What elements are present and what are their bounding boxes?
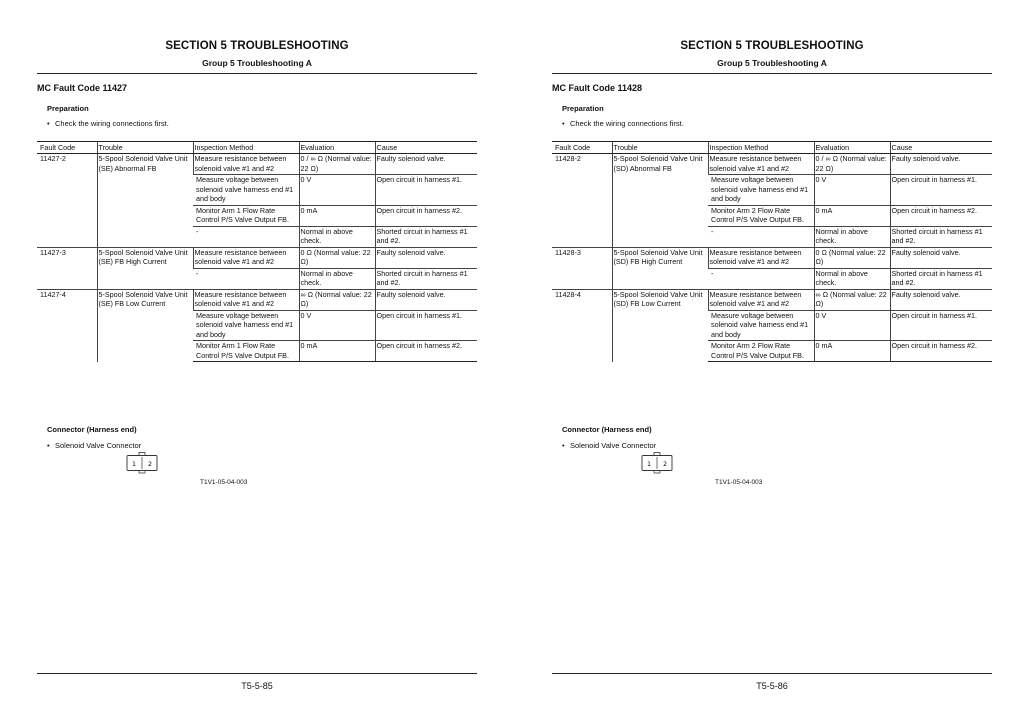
group-title: Group 5 Troubleshooting A bbox=[202, 58, 312, 68]
header-fault-code: Fault Code bbox=[37, 142, 97, 154]
cause-cell: Open circuit in harness #1. bbox=[890, 175, 992, 206]
evaluation-cell: Normal in above check. bbox=[299, 268, 375, 289]
connector-heading: Connector (Harness end) bbox=[562, 425, 652, 434]
section-title: SECTION 5 TROUBLESHOOTING bbox=[680, 40, 864, 52]
connector-pin-1: 1 bbox=[132, 461, 136, 468]
cause-cell: Faulty solenoid valve. bbox=[890, 247, 992, 268]
connector-pin-2: 2 bbox=[663, 461, 667, 468]
bullet-icon: • bbox=[47, 119, 50, 128]
evaluation-cell: ∞ Ω (Normal value: 22 Ω) bbox=[814, 289, 890, 310]
evaluation-cell: 0 V bbox=[299, 310, 375, 341]
cause-cell: Shorted circuit in harness #1 and #2. bbox=[890, 226, 992, 247]
bullet-icon: • bbox=[562, 441, 565, 450]
method-cell: Measure resistance between solenoid valve #1 and #2 bbox=[193, 289, 299, 310]
method-cell: Monitor Arm 2 Flow Rate Control P/S Valve Output FB. bbox=[708, 205, 814, 226]
method-cell: - bbox=[193, 268, 299, 289]
header-inspection-method: Inspection Method bbox=[708, 142, 814, 154]
evaluation-cell: 0 Ω (Normal value: 22 Ω) bbox=[814, 247, 890, 268]
fault-code-title: MC Fault Code 11428 bbox=[552, 83, 643, 93]
connector-label: Solenoid Valve Connector bbox=[570, 441, 657, 450]
manual-page-left bbox=[37, 0, 477, 724]
cause-cell: Shorted circuit in harness #1 and #2. bbox=[375, 268, 477, 289]
cause-cell: Open circuit in harness #1. bbox=[890, 310, 992, 341]
method-cell: Measure resistance between solenoid valve #1 and #2 bbox=[193, 154, 299, 175]
method-cell: Measure resistance between solenoid valve #1 and #2 bbox=[708, 154, 814, 175]
method-cell: Measure voltage between solenoid valve harness end #1 and body bbox=[193, 310, 299, 341]
footer-rule bbox=[552, 673, 992, 674]
connector-item bbox=[47, 441, 141, 450]
cause-cell: Shorted circuit in harness #1 and #2. bbox=[890, 268, 992, 289]
preparation-item bbox=[47, 119, 169, 128]
method-cell: Measure voltage between solenoid valve harness end #1 and body bbox=[193, 175, 299, 206]
fault-code-cell: 11428-3 bbox=[552, 247, 612, 289]
evaluation-cell: 0 mA bbox=[814, 341, 890, 362]
header-rule bbox=[552, 73, 992, 74]
table-header-row bbox=[552, 142, 992, 154]
evaluation-cell: Normal in above check. bbox=[299, 226, 375, 247]
preparation-text: Check the wiring connections first. bbox=[570, 119, 684, 128]
connector-diagram-icon bbox=[125, 452, 159, 476]
connector-item bbox=[562, 441, 656, 450]
table-row bbox=[552, 289, 992, 310]
evaluation-cell: 0 V bbox=[299, 175, 375, 206]
cause-cell: Open circuit in harness #2. bbox=[890, 205, 992, 226]
page-number: T5-5-85 bbox=[241, 681, 273, 691]
header-trouble: Trouble bbox=[97, 142, 193, 154]
evaluation-cell: 0 V bbox=[814, 175, 890, 206]
cause-cell: Faulty solenoid valve. bbox=[375, 289, 477, 310]
header-trouble: Trouble bbox=[612, 142, 708, 154]
connector-label: Solenoid Valve Connector bbox=[55, 441, 142, 450]
fault-code-cell: 11428-2 bbox=[555, 154, 581, 163]
table-row bbox=[37, 154, 477, 175]
preparation-heading: Preparation bbox=[562, 104, 604, 113]
cause-cell: Faulty solenoid valve. bbox=[890, 289, 992, 310]
trouble-cell: 5-Spool Solenoid Valve Unit (SE) FB Low Current bbox=[97, 289, 193, 362]
trouble-cell: 5-Spool Solenoid Valve Unit (SE) FB High Current bbox=[97, 247, 193, 289]
table-row bbox=[37, 289, 477, 310]
cause-cell: Open circuit in harness #2. bbox=[375, 205, 477, 226]
bullet-icon: • bbox=[562, 119, 565, 128]
cause-cell: Open circuit in harness #1. bbox=[375, 175, 477, 206]
evaluation-cell: 0 mA bbox=[814, 205, 890, 226]
method-cell: Monitor Arm 1 Flow Rate Control P/S Valve Output FB. bbox=[193, 341, 299, 362]
evaluation-cell: 0 Ω (Normal value: 22 Ω) bbox=[299, 247, 375, 268]
method-cell: - bbox=[708, 226, 814, 247]
evaluation-cell: 0 / ∞ Ω (Normal value: 22 Ω) bbox=[814, 154, 890, 175]
cause-cell: Faulty solenoid valve. bbox=[375, 154, 477, 175]
evaluation-cell: 0 V bbox=[814, 310, 890, 341]
method-cell: Measure voltage between solenoid valve harness end #1 and body bbox=[708, 310, 814, 341]
group-title: Group 5 Troubleshooting A bbox=[717, 58, 827, 68]
trouble-cell: 5-Spool Solenoid Valve Unit (SD) FB Low Current bbox=[612, 289, 708, 362]
cause-cell: Faulty solenoid valve. bbox=[890, 154, 992, 175]
method-cell: Measure resistance between solenoid valve #1 and #2 bbox=[708, 289, 814, 310]
preparation-item bbox=[562, 119, 684, 128]
evaluation-cell: Normal in above check. bbox=[814, 268, 890, 289]
evaluation-cell: Normal in above check. bbox=[814, 226, 890, 247]
header-fault-code: Fault Code bbox=[552, 142, 612, 154]
header-rule bbox=[37, 73, 477, 74]
cause-cell: Faulty solenoid valve. bbox=[375, 247, 477, 268]
header-inspection-method: Inspection Method bbox=[193, 142, 299, 154]
connector-diagram-icon bbox=[640, 452, 674, 476]
figure-id: T1V1-05-04-003 bbox=[200, 479, 248, 486]
header-evaluation: Evaluation bbox=[299, 142, 375, 154]
method-cell: Monitor Arm 1 Flow Rate Control P/S Valve Output FB. bbox=[193, 205, 299, 226]
table-row bbox=[552, 154, 992, 175]
section-title: SECTION 5 TROUBLESHOOTING bbox=[165, 40, 349, 52]
cause-cell: Shorted circuit in harness #1 and #2. bbox=[375, 226, 477, 247]
trouble-cell: 5-Spool Solenoid Valve Unit (SD) Abnormal FB bbox=[612, 154, 708, 248]
method-cell: Measure resistance between solenoid valve #1 and #2 bbox=[193, 247, 299, 268]
fault-code-title: MC Fault Code 11427 bbox=[37, 83, 128, 93]
table-header-row bbox=[37, 142, 477, 154]
cause-cell: Open circuit in harness #2. bbox=[375, 341, 477, 362]
method-cell: Measure voltage between solenoid valve harness end #1 and body bbox=[708, 175, 814, 206]
preparation-text: Check the wiring connections first. bbox=[55, 119, 169, 128]
table-row bbox=[37, 247, 477, 268]
cause-cell: Open circuit in harness #1. bbox=[375, 310, 477, 341]
header-cause: Cause bbox=[375, 142, 477, 154]
fault-code-cell: 11428-4 bbox=[552, 289, 612, 362]
fault-code-cell: 11427-4 bbox=[37, 289, 97, 362]
method-cell: - bbox=[708, 268, 814, 289]
table-row bbox=[552, 247, 992, 268]
cause-cell: Open circuit in harness #2. bbox=[890, 341, 992, 362]
footer-rule bbox=[37, 673, 477, 674]
trouble-cell: 5-Spool Solenoid Valve Unit (SD) FB High Current bbox=[612, 247, 708, 289]
evaluation-cell: ∞ Ω (Normal value: 22 Ω) bbox=[299, 289, 375, 310]
evaluation-cell: 0 mA bbox=[299, 205, 375, 226]
header-evaluation: Evaluation bbox=[814, 142, 890, 154]
preparation-heading: Preparation bbox=[47, 104, 89, 113]
method-cell: - bbox=[193, 226, 299, 247]
evaluation-cell: 0 mA bbox=[299, 341, 375, 362]
fault-table bbox=[37, 141, 477, 362]
method-cell: Monitor Arm 2 Flow Rate Control P/S Valve Output FB. bbox=[708, 341, 814, 362]
method-cell: Measure resistance between solenoid valve #1 and #2 bbox=[708, 247, 814, 268]
header-cause: Cause bbox=[890, 142, 992, 154]
trouble-cell: 5-Spool Solenoid Valve Unit (SE) Abnormal FB bbox=[97, 154, 193, 248]
fault-code-cell: 11427-3 bbox=[37, 247, 97, 289]
evaluation-cell: 0 / ∞ Ω (Normal value: 22 Ω) bbox=[299, 154, 375, 175]
fault-table bbox=[552, 141, 992, 362]
connector-heading: Connector (Harness end) bbox=[47, 425, 137, 434]
bullet-icon: • bbox=[47, 441, 50, 450]
connector-pin-2: 2 bbox=[148, 461, 152, 468]
page-number: T5-5-86 bbox=[756, 681, 788, 691]
manual-page-right bbox=[552, 0, 992, 724]
connector-pin-1: 1 bbox=[647, 461, 651, 468]
figure-id: T1V1-05-04-003 bbox=[715, 479, 763, 486]
fault-code-cell: 11427-2 bbox=[40, 154, 66, 163]
